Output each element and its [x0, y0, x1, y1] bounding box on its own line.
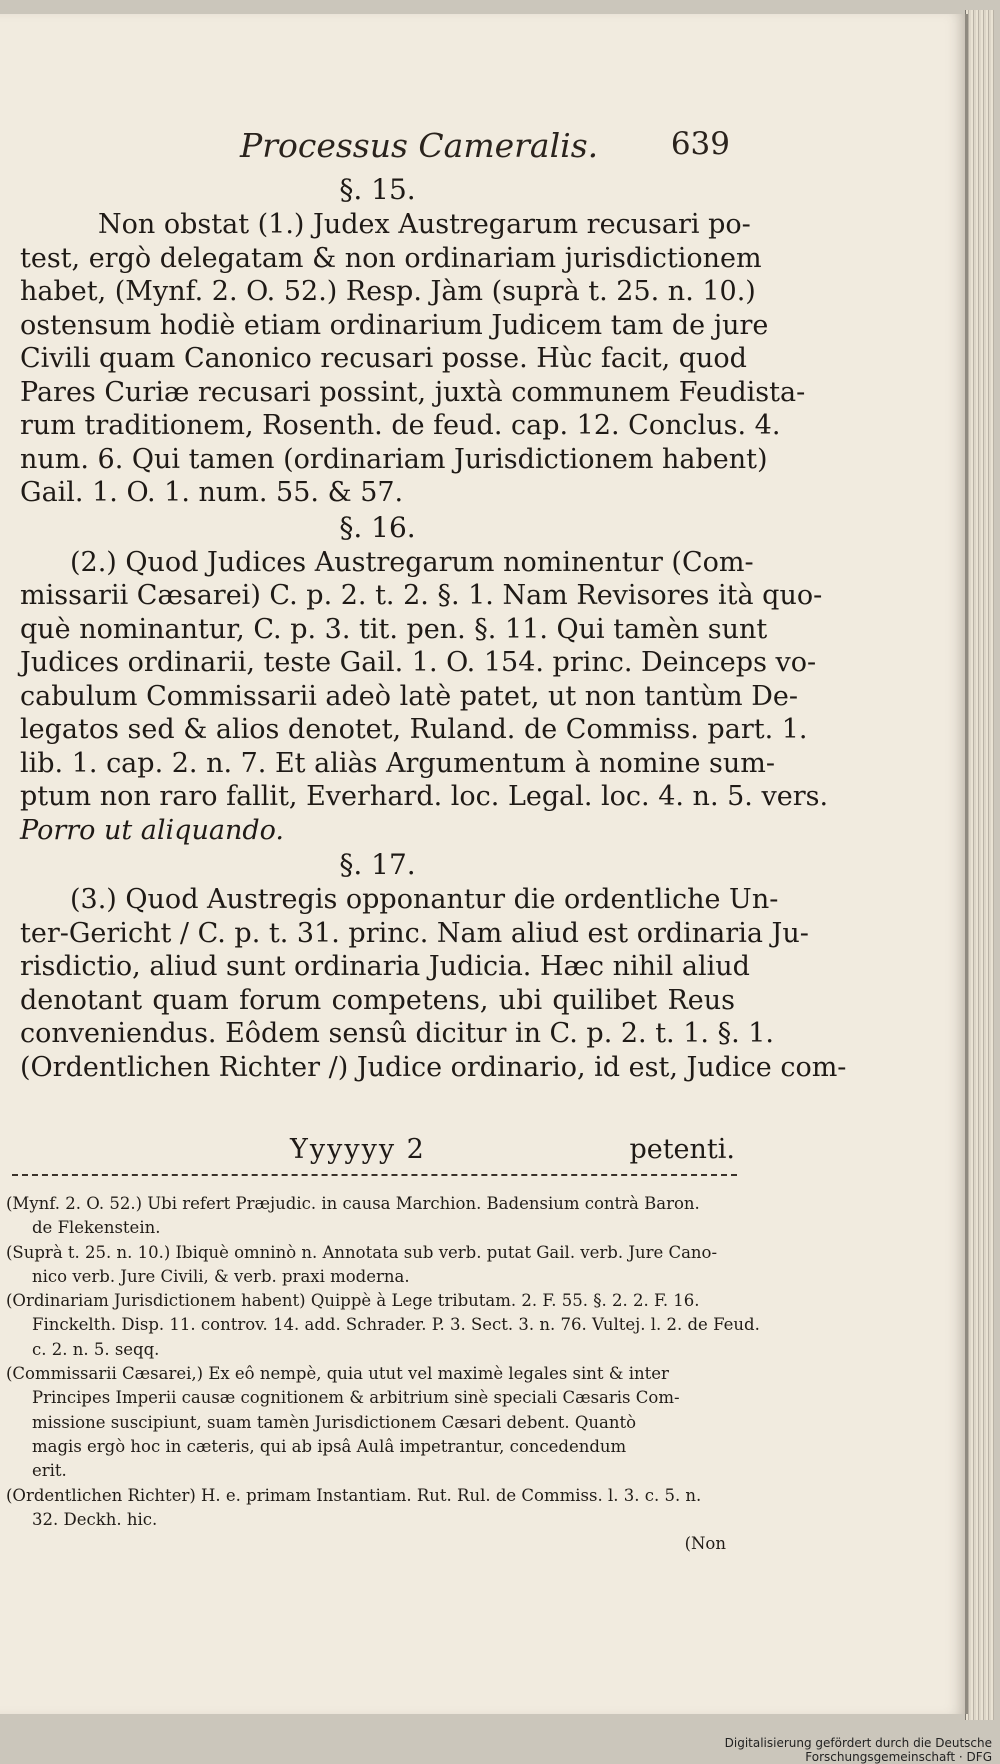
- text-line: legatos sed & alios denotet, Ruland. de Commiss. part. 1.: [20, 714, 808, 745]
- footnote-line: (Commissarii Cæsarei,) Ex eô nempè, quia utut vel maximè legales sint & inter: [6, 1364, 669, 1384]
- footnote-line: magis ergò hoc in cæteris, qui ab ipsâ Aulâ impetrantur, concedendum: [32, 1436, 627, 1456]
- section-heading: §. 15.: [339, 173, 416, 206]
- text-line: cabulum Commissarii adeò latè patet, ut non tantùm De-: [20, 680, 798, 712]
- footnotes: [6, 1192, 760, 1556]
- text-line: denotant quam forum competens, ubi quilibet Reus: [20, 984, 735, 1016]
- text-line: Gail. 1. O. 1. num. 55. & 57.: [20, 477, 404, 508]
- footnote-line: c. 2. n. 5. seqq.: [32, 1339, 160, 1359]
- text-line: Pares Curiæ recusari possint, juxtà communem Feudista-: [20, 376, 806, 408]
- digitization-credit: Digitalisierung gefördert durch die Deutsche Forschungsgemeinschaft · DFG: [724, 1736, 992, 1764]
- section-15: [20, 172, 806, 510]
- footnote-line: (Ordentlichen Richter) H. e. primam Instantiam. Rut. Rul. de Commiss. l. 3. c. 5. n.: [6, 1485, 702, 1505]
- text-line: lib. 1. cap. 2. n. 7. Et aliàs Argumentum à nomine sum-: [20, 747, 775, 779]
- text-line: conveniendus. Eôdem sensû dicitur in C. p. 2. t. 1. §. 1.: [20, 1018, 774, 1049]
- footnote-line: Principes Imperii causæ cognitionem & arbitrium sinè speciali Cæsaris Com-: [32, 1388, 680, 1408]
- text-line: (2.) Quod Judices Austregarum nominentur (Com-: [70, 546, 754, 578]
- catchword: petenti.: [629, 1134, 735, 1165]
- text-line: ostensum hodiè etiam ordinarium Judicem tam de jure: [20, 309, 769, 341]
- footnote-line: Finckelth. Disp. 11. controv. 14. add. Schrader. P. 3. Sect. 3. n. 76. Vultej. l. 2. de Feud.: [32, 1315, 760, 1335]
- text-line: Judices ordinarii, teste Gail. 1. O. 154. princ. Deinceps vo-: [20, 647, 817, 678]
- footnote-catchword: (Non: [684, 1534, 726, 1554]
- text-line: ptum non raro fallit, Everhard. loc. Legal. loc. 4. n. 5. vers.: [20, 781, 829, 812]
- footnote-line: (Ordinariam Jurisdictionem habent) Quippè à Lege tributam. 2. F. 55. §. 2. 2. F. 16.: [6, 1291, 700, 1311]
- section-17: [20, 847, 847, 1084]
- footnote-rule: [12, 1174, 737, 1176]
- main-text: [20, 172, 847, 1084]
- running-head: [240, 126, 740, 170]
- text-line: test, ergò delegatam & non ordinariam jurisdictionem: [20, 242, 762, 274]
- text-line: risdictio, aliud sunt ordinaria Judicia. Hæc nihil aliud: [20, 951, 750, 982]
- section-heading: §. 16.: [339, 510, 416, 544]
- footnote-line: erit.: [32, 1461, 67, 1481]
- footnote-line: 32. Deckh. hic.: [32, 1509, 158, 1529]
- text-line: què nominantur, C. p. 3. tit. pen. §. 11. Qui tamèn sunt: [20, 613, 768, 645]
- footnote-line: missione suscipiunt, suam tamèn Jurisdictionem Cæsari debent. Quantò: [32, 1412, 637, 1432]
- book-page: [0, 14, 968, 1714]
- text-line: Non obstat (1.) Judex Austregarum recusari po-: [98, 209, 751, 240]
- running-head-title: Processus Cameralis.: [240, 126, 599, 165]
- section-heading: §. 17.: [339, 848, 416, 881]
- text-line: Civili quam Canonico recusari posse. Hùc facit, quod: [20, 343, 747, 374]
- text-line: rum traditionem, Rosenth. de feud. cap. 12. Conclus. 4.: [20, 410, 781, 441]
- footnote-line: de Flekenstein.: [32, 1218, 161, 1238]
- footnote-line: nico verb. Jure Civili, & verb. praxi moderna.: [32, 1266, 410, 1286]
- footnote-line: (Mynf. 2. O. 52.) Ubi refert Præjudic. in causa Marchion. Badensium contrà Baron.: [6, 1194, 700, 1213]
- section-16: [20, 510, 829, 848]
- text-line: num. 6. Qui tamen (ordinariam Jurisdictionem habent): [20, 443, 768, 475]
- text-line: ter-Gericht / C. p. t. 31. princ. Nam aliud est ordinaria Ju-: [20, 917, 809, 949]
- text-line: (3.) Quod Austregis opponantur die ordentliche Un-: [70, 884, 779, 915]
- text-line: missarii Cæsarei) C. p. 2. t. 2. §. 1. Nam Revisores ità quo-: [20, 580, 823, 611]
- signature-catchline: [20, 1134, 735, 1170]
- text-line: habet, (Mynf. 2. O. 52.) Resp. Jàm (suprà t. 25. n. 10.): [20, 276, 756, 307]
- text-line: Porro ut aliquando.: [20, 814, 284, 846]
- signature-mark: Yyyyyy 2: [290, 1134, 426, 1165]
- page-number: 639: [670, 126, 730, 162]
- text-line: (Ordentlichen Richter /) Judice ordinario, id est, Judice com-: [20, 1051, 847, 1083]
- book-page-edges: [965, 10, 994, 1720]
- footnote-line: (Suprà t. 25. n. 10.) Ibiquè omninò n. Annotata sub verb. putat Gail. verb. Jure Cano-: [6, 1242, 718, 1262]
